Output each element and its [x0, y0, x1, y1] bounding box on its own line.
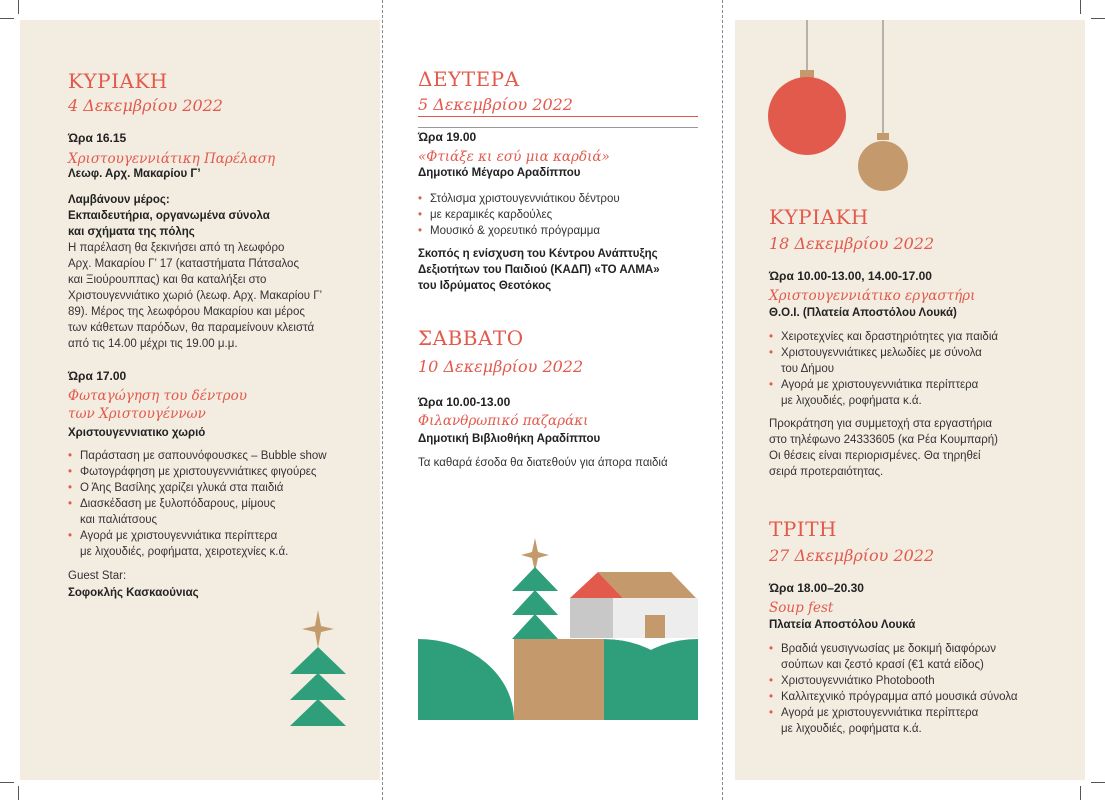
guest-name: Σοφοκλής Κασκαούνιας [68, 587, 199, 599]
crop-mark [0, 18, 14, 19]
text-line: Οι θέσεις είναι περιορισμένες. Θα τηρηθεί [769, 450, 981, 462]
list-item: • Παράσταση με σαπουνόφουσκες – Bubble show [68, 448, 378, 464]
event-time: Ώρα 16.15 [68, 131, 127, 145]
text-line: Η παρέλαση θα ξεκινήσει από τη λεωφόρο [68, 242, 285, 254]
crop-mark [18, 0, 19, 14]
date-heading: 27 Δεκεμβρίου 2022 [769, 546, 935, 565]
event-time: Ώρα 10.00-13.00 [418, 395, 511, 409]
text-line: 89). Μέρος της λεωφόρου Μακαρίου και μέρος [68, 306, 305, 318]
list-item: • Διασκέδαση με ξυλοπόδαρους, μίμους [68, 496, 378, 512]
guest-label: Guest Star: [68, 570, 127, 582]
text-line: από τις 14.00 μέχρι τις 19.00 μ.μ. [68, 338, 238, 350]
text-line: Χριστουγεννιάτικο χωριό (λεωφ. Αρχ. Μακαρίου Γ’ [68, 290, 323, 302]
event-location: Δημοτικό Μέγαρο Αραδίππου [418, 167, 581, 179]
list-item: • Στόλισμα χριστουγεννιάτικου δέντρου [418, 191, 708, 207]
divider [418, 116, 698, 117]
activity-list [418, 191, 708, 239]
date-heading: 4 Δεκεμβρίου 2022 [68, 96, 223, 115]
crop-mark [18, 786, 19, 800]
activity-list [769, 329, 1074, 409]
activity-list [769, 641, 1079, 737]
purpose-text [418, 246, 713, 294]
event-location: Θ.Ο.Ι. (Πλατεία Αποστόλου Λουκά) [769, 307, 957, 319]
text-line: στο τηλέφωνο 24333605 (κα Ρέα Κουμπαρή) [769, 434, 998, 446]
list-item: • Αγορά με χριστουγεννιάτικα περίπτερα [769, 705, 1079, 721]
text-line: Προκράτηση για συμμετοχή στα εργαστήρια [769, 418, 992, 430]
day-heading: ΚΥΡΙΑΚΗ [68, 69, 168, 93]
event-title: των Χριστουγέννων [68, 406, 206, 422]
list-item: • Χριστουγεννιάτικο Photobooth [769, 673, 1079, 689]
list-item: και παλιάτσους [80, 514, 158, 526]
list-item: του Δήμου [781, 363, 835, 375]
crop-mark [1080, 0, 1081, 14]
participants-text: Εκπαιδευτήρια, οργανωμένα σύνολα [68, 210, 270, 222]
list-item: • Αγορά με χριστουγεννιάτικα περίπτερα [769, 377, 1074, 393]
list-item: σούπων και ζεστό κρασί (€1 κατά είδος) [781, 659, 984, 671]
event-title: Χριστουγεννιάτικο εργαστήρι [769, 288, 976, 304]
list-item: • Αγορά με χριστουγεννιάτικα περίπτερα [68, 528, 378, 544]
fold-line [722, 0, 723, 800]
house-scene-illustration [418, 535, 703, 735]
text-line: των κάθετων παρόδων, θα παραμείνουν κλειστά [68, 322, 315, 334]
list-item: • Βραδιά γευσιγνωσίας με δοκιμή διαφόρων [769, 641, 1079, 657]
text-line: και Ξιούρουππας) και θα καταλήξει στο [68, 274, 267, 286]
crop-mark [1080, 786, 1081, 800]
list-item: με λιχουδιές, ροφήματα κ.ά. [781, 723, 922, 735]
day-heading: ΚΥΡΙΑΚΗ [769, 205, 869, 229]
panel-sunday-dec4 [20, 20, 380, 780]
panel-sunday-tuesday [735, 20, 1085, 780]
event-time: Ώρα 10.00-13.00, 14.00-17.00 [769, 269, 932, 283]
event-location: Λεωφ. Αρχ. Μακαρίου Γ’ [68, 168, 201, 180]
panel-monday-saturday [383, 20, 721, 780]
list-item: με λιχουδιές, ροφήματα κ.ά. [781, 395, 922, 407]
date-heading: 5 Δεκεμβρίου 2022 [418, 95, 573, 114]
parade-description [68, 240, 378, 352]
day-heading: ΔΕΥΤΕΡΑ [418, 67, 520, 91]
list-item: • Ο Άης Βασίλης χαρίζει γλυκά στα παιδιά [68, 480, 378, 496]
text-line: σειρά προτεραιότητας. [769, 466, 884, 478]
christmas-tree-icon [286, 610, 350, 736]
event-title: Soup fest [769, 600, 834, 616]
event-title: Φωταγώγηση του δέντρου [68, 388, 247, 404]
text-line: Αρχ. Μακαρίου Γ’ 17 (καταστήματα Πάτσαλος [68, 258, 299, 270]
crop-mark [0, 782, 14, 783]
day-heading: ΣΑΒΒΑΤΟ [418, 326, 524, 350]
list-item: με λιχουδιές, ροφήματα, χειροτεχνίες κ.ά. [80, 546, 289, 558]
divider [418, 127, 698, 128]
date-heading: 18 Δεκεμβρίου 2022 [769, 234, 935, 253]
date-heading: 10 Δεκεμβρίου 2022 [418, 357, 584, 376]
text-line: του Ιδρύματος Θεοτόκος [418, 280, 552, 292]
list-item: • Χριστουγεννιάτικες μελωδίες με σύνολα [769, 345, 1074, 361]
event-location: Δημοτική Βιβλιοθήκη Αραδίππου [418, 433, 601, 445]
event-time: Ώρα 17.00 [68, 369, 127, 383]
event-time: Ώρα 19.00 [418, 130, 477, 144]
text-line: Δεξιοτήτων του Παιδιού (ΚΑΔΠ) «ΤΟ ΑΛΜΑ» [418, 264, 660, 276]
event-location: Πλατεία Αποστόλου Λουκά [769, 619, 916, 631]
list-item: • Φωτογράφηση με χριστουγεννιάτικες φιγούρες [68, 464, 378, 480]
list-item: • Μουσικό & χορευτικό πρόγραμμα [418, 223, 708, 239]
event-time: Ώρα 18.00–20.30 [769, 581, 864, 595]
event-title: Χριστουγεννιάτικη Παρέλαση [68, 151, 276, 167]
list-item: • Χειροτεχνίες και δραστηριότητες για παιδιά [769, 329, 1074, 345]
activity-list [68, 448, 378, 560]
list-item: • Καλλιτεχνικό πρόγραμμα από μουσικά σύνολα [769, 689, 1079, 705]
reservation-note [769, 416, 1079, 480]
text-line: Σκοπός η ενίσχυση του Κέντρου Ανάπτυξης [418, 248, 658, 260]
event-note: Τα καθαρά έσοδα θα διατεθούν για άπορα παιδιά [418, 457, 668, 469]
event-title: «Φτιάξε κι εσύ μια καρδιά» [418, 149, 610, 165]
participants-label: Λαμβάνουν μέρος: [68, 194, 170, 206]
crop-mark [1091, 18, 1105, 19]
list-item: • με κεραμικές καρδούλες [418, 207, 708, 223]
event-location: Χριστουγεννιατικο χωριό [68, 427, 206, 439]
participants-text: και σχήματα της πόλης [68, 226, 195, 238]
crop-mark [1091, 782, 1105, 783]
day-heading: ΤΡΙΤΗ [769, 517, 837, 541]
ornaments-icon [765, 20, 915, 200]
event-title: Φιλανθρωπικό παζαράκι [418, 413, 589, 429]
